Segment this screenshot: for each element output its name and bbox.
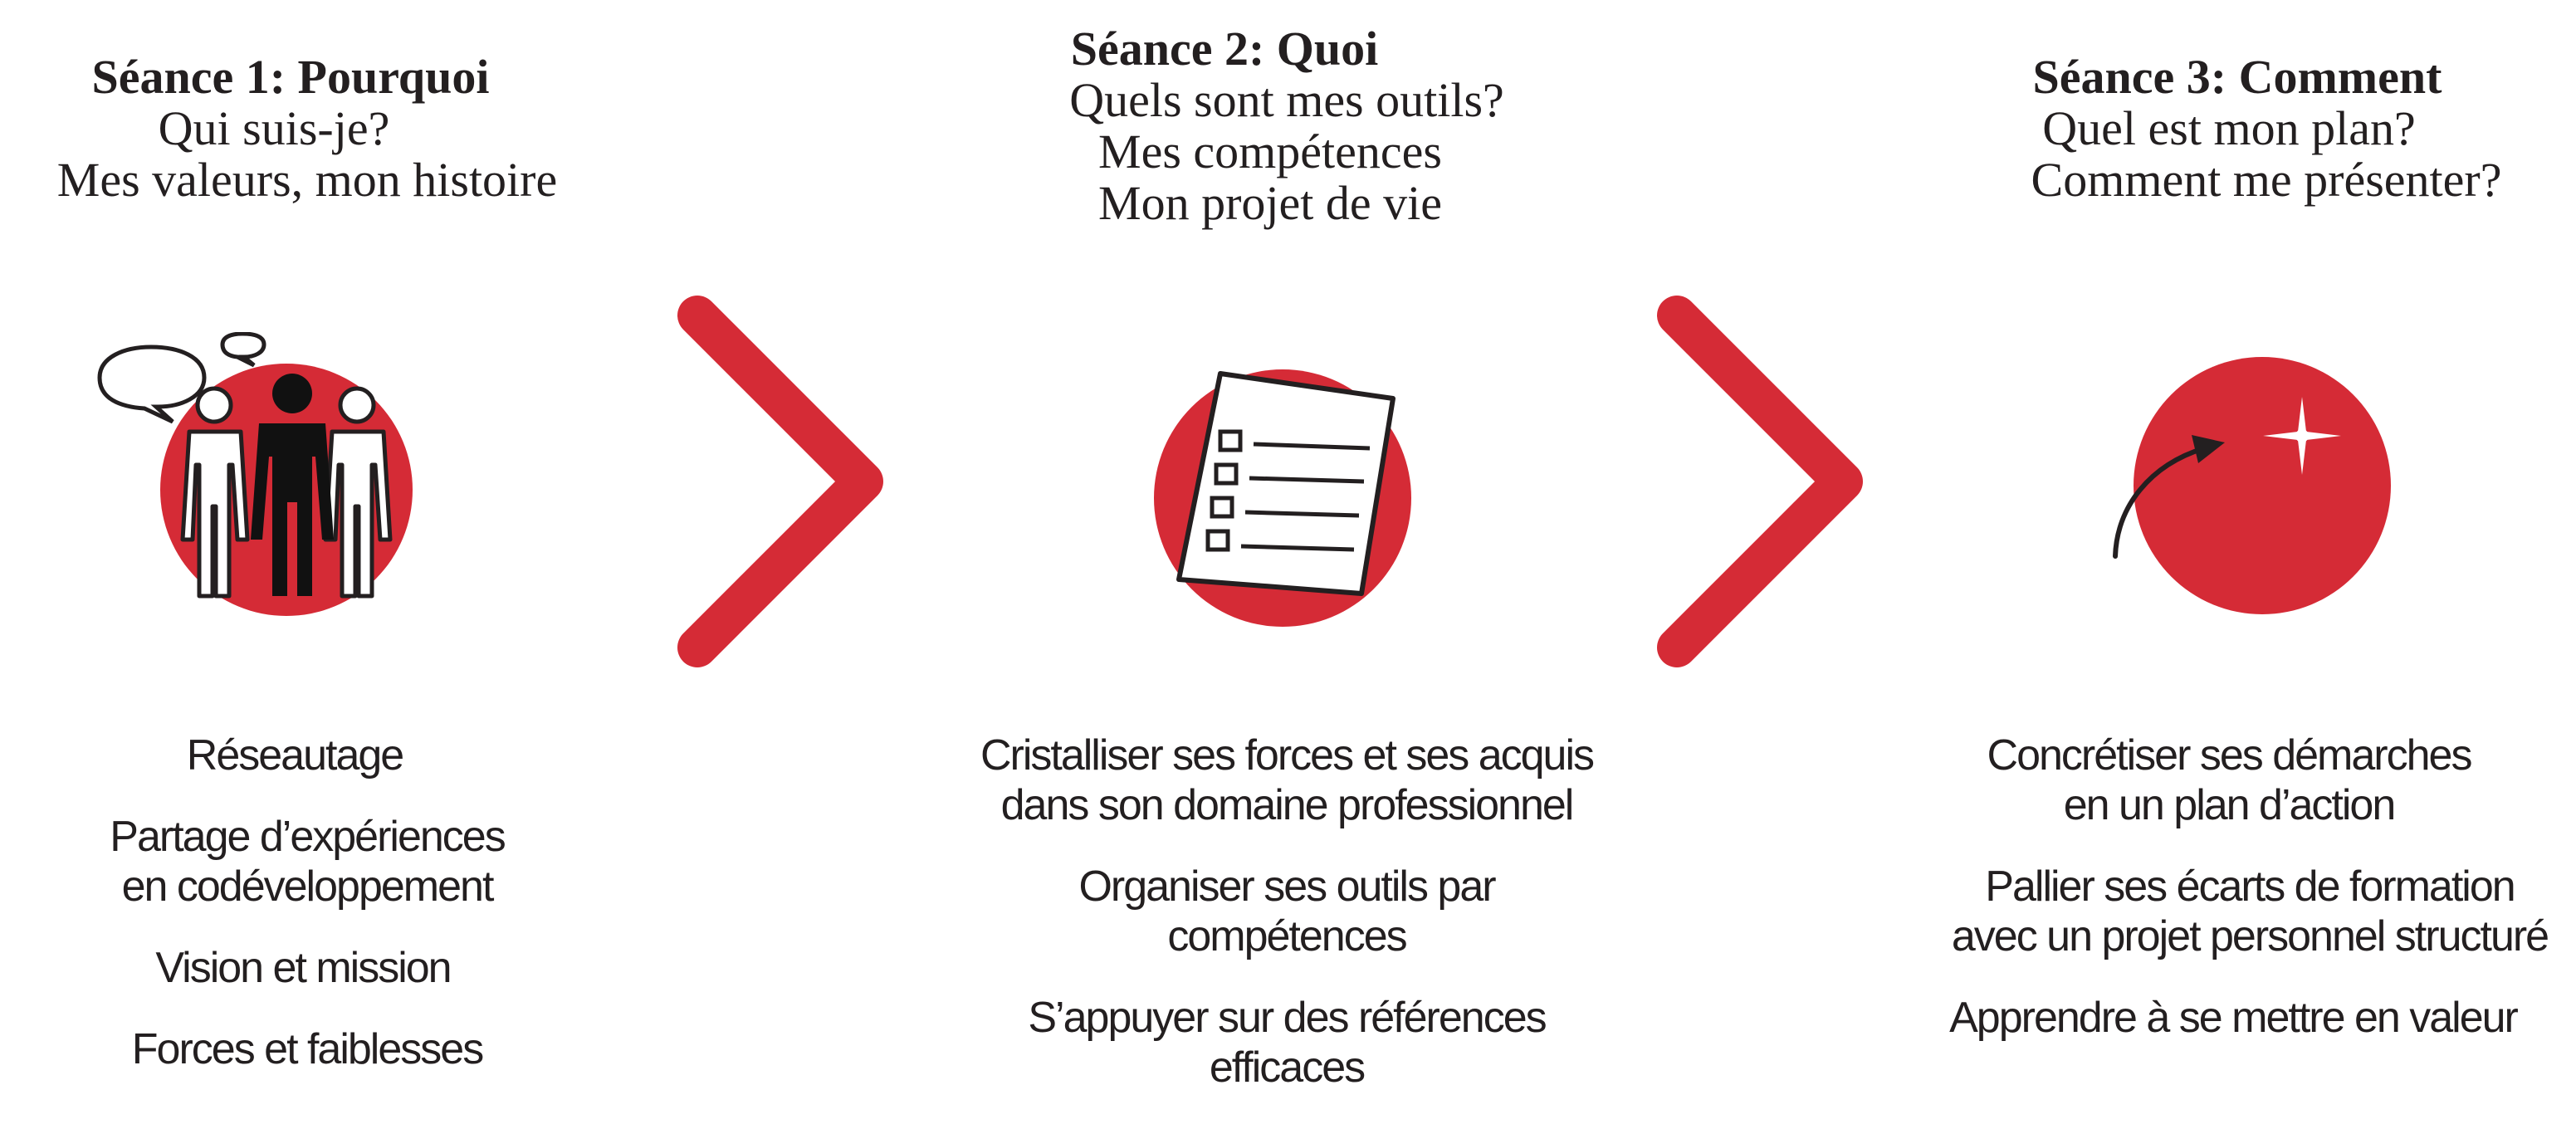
list-item: Concrétiser ses démarches en un plan d’action (1987, 731, 2471, 829)
list-item: Pallier ses écarts de formation avec un projet personnel structuré (1951, 863, 2549, 960)
list-item: Partage d’expériences en codéveloppement (110, 813, 505, 911)
session-3-title: Séance 3: Comment (2032, 50, 2442, 104)
session-3-header (1976, 51, 2557, 206)
list-item: Apprendre à se mettre en valeur (1949, 994, 2517, 1042)
star-target-icon (2092, 349, 2391, 623)
session-1-header (17, 51, 598, 206)
list-item: Réseautage (186, 731, 403, 779)
session-3-line-1: Quel est mon plan? (2042, 101, 2416, 155)
session-2-header (996, 23, 1577, 229)
checklist-icon (1129, 357, 1444, 631)
session-3-items (1934, 731, 2565, 1074)
session-1-line-1: Qui suis-je? (158, 101, 390, 155)
people-group-icon (83, 332, 432, 631)
session-2-line-1: Quels sont mes outils? (1069, 73, 1504, 127)
chevron-right-icon (664, 291, 897, 672)
session-1-title: Séance 1: Pourquoi (91, 50, 490, 104)
list-item: Cristalliser ses forces et ses acquis dans son domaine professionnel (980, 731, 1594, 829)
session-1-items (42, 731, 573, 1106)
session-2-line-2: Mes compétences (1098, 125, 1442, 178)
list-item: Organiser ses outils par compétences (1078, 863, 1495, 960)
chevron-right-icon (1644, 291, 1876, 672)
session-3-line-2: Comment me présenter? (2031, 153, 2502, 207)
list-item: Forces et faiblesses (131, 1025, 483, 1073)
session-2-line-3: Mon projet de vie (1098, 176, 1442, 230)
session-2-items (955, 731, 1619, 1124)
list-item: S’appuyer sur des références efficaces (1028, 994, 1546, 1092)
session-2-title: Séance 2: Quoi (1070, 22, 1379, 76)
session-1-line-2: Mes valeurs, mon histoire (56, 153, 558, 207)
list-item: Vision et mission (155, 944, 451, 992)
